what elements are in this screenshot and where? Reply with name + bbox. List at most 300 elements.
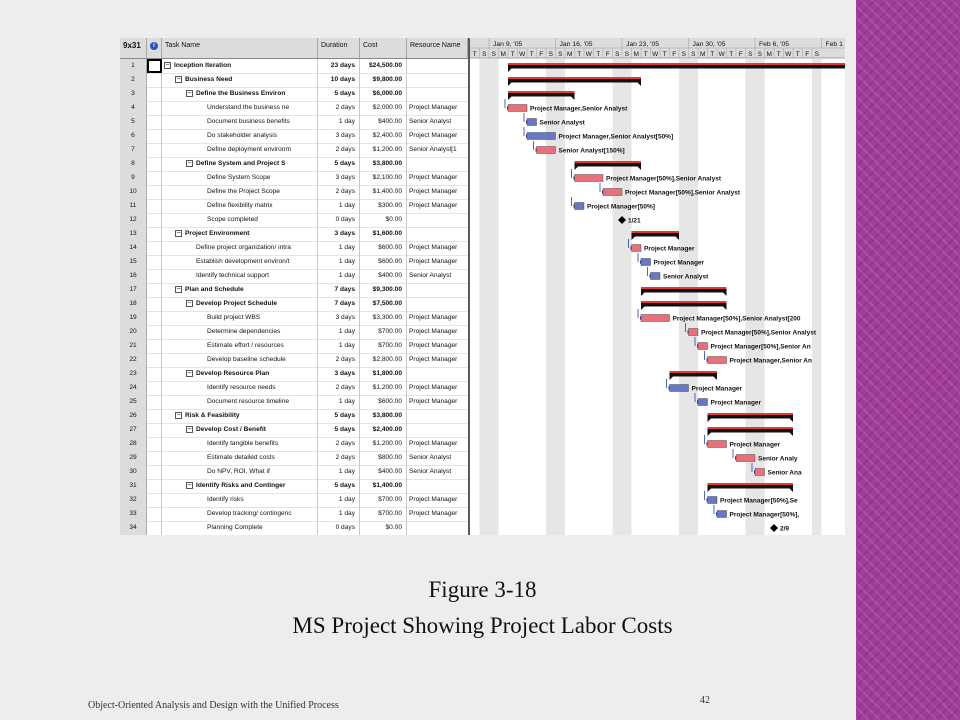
resource-names-cell[interactable]: Senior Analyst: [409, 468, 452, 475]
cost-cell[interactable]: $600.00: [360, 395, 407, 409]
task-bar[interactable]: [736, 455, 755, 462]
resource-names-cell[interactable]: Project Manager: [409, 496, 458, 503]
task-name-cell[interactable]: [162, 157, 318, 171]
row-indicator-cell[interactable]: [147, 297, 162, 311]
resource-names-cell[interactable]: [407, 409, 468, 423]
duration-cell[interactable]: 5 days: [318, 479, 360, 493]
cost-cell[interactable]: $700.00: [360, 325, 407, 339]
duration-cell[interactable]: 1 day: [318, 395, 360, 409]
task-name-cell[interactable]: [162, 283, 318, 297]
cost-cell[interactable]: $1,400.00: [360, 479, 407, 493]
collapse-toggle-icon[interactable]: −: [187, 159, 192, 167]
cost-cell[interactable]: $3,800.00: [360, 157, 407, 171]
task-bar[interactable]: [575, 175, 604, 182]
cost-cell[interactable]: $1,400.00: [360, 185, 407, 199]
task-row[interactable]: [120, 73, 468, 88]
task-bar[interactable]: [603, 189, 622, 196]
task-row[interactable]: [120, 283, 468, 298]
duration-cell[interactable]: 1 day: [318, 507, 360, 521]
resource-names-cell[interactable]: [407, 283, 468, 297]
duration-cell[interactable]: 5 days: [318, 87, 360, 101]
task-name-cell[interactable]: [162, 241, 318, 255]
task-name-cell[interactable]: [162, 171, 318, 185]
row-id[interactable]: 27: [120, 423, 147, 437]
row-id[interactable]: 1: [120, 59, 147, 73]
row-id[interactable]: 28: [120, 437, 147, 451]
task-name-cell[interactable]: [162, 493, 318, 507]
row-id[interactable]: 33: [120, 507, 147, 521]
row-id[interactable]: 30: [120, 465, 147, 479]
summary-bar[interactable]: [632, 233, 680, 237]
resource-names-column-header[interactable]: Resource Name: [407, 38, 468, 58]
row-id[interactable]: 4: [120, 101, 147, 115]
task-name-cell[interactable]: [162, 297, 318, 311]
task-bar[interactable]: [670, 385, 689, 392]
duration-cell[interactable]: 2 days: [318, 143, 360, 157]
row-indicator-cell[interactable]: [147, 521, 162, 535]
duration-cell[interactable]: 7 days: [318, 283, 360, 297]
summary-bar-start-cap: [708, 432, 712, 436]
resource-names-cell[interactable]: [407, 479, 468, 493]
resource-names-cell[interactable]: Project Manager: [409, 384, 458, 391]
duration-cell[interactable]: 1 day: [318, 255, 360, 269]
row-id[interactable]: 10: [120, 185, 147, 199]
row-indicator-cell[interactable]: [147, 451, 162, 465]
duration-cell[interactable]: 7 days: [318, 297, 360, 311]
task-grid-header: [120, 38, 468, 59]
cost-cell[interactable]: $3,800.00: [360, 409, 407, 423]
cost-cell[interactable]: $0.00: [360, 213, 407, 227]
collapse-toggle-icon[interactable]: −: [187, 369, 192, 377]
task-name-cell[interactable]: [162, 353, 318, 367]
task-row[interactable]: [120, 171, 468, 186]
row-indicator-cell[interactable]: [147, 227, 162, 241]
summary-bar[interactable]: [670, 373, 718, 377]
task-name-cell[interactable]: [162, 367, 318, 381]
task-row[interactable]: [120, 465, 468, 480]
row-indicator-cell[interactable]: [147, 59, 162, 73]
day-label: S: [615, 51, 620, 58]
row-indicator-cell[interactable]: [147, 101, 162, 115]
task-bar[interactable]: [717, 511, 727, 518]
task-name-cell[interactable]: [162, 395, 318, 409]
task-resource-label: Senior Ana: [767, 469, 802, 477]
row-id[interactable]: 29: [120, 451, 147, 465]
duration-cell[interactable]: 2 days: [318, 353, 360, 367]
task-row[interactable]: [120, 59, 468, 74]
cost-cell[interactable]: $2,100.00: [360, 171, 407, 185]
cost-cell[interactable]: $400.00: [360, 115, 407, 129]
row-id[interactable]: 13: [120, 227, 147, 241]
duration-cell[interactable]: 3 days: [318, 367, 360, 381]
task-name-cell[interactable]: [162, 521, 318, 535]
task-bar[interactable]: [537, 147, 556, 154]
cost-cell[interactable]: $9,800.00: [360, 73, 407, 87]
cost-cell[interactable]: $1,600.00: [360, 227, 407, 241]
cost-cell[interactable]: $9,300.00: [360, 283, 407, 297]
resource-names-cell[interactable]: Project Manager: [409, 132, 458, 139]
task-row[interactable]: [120, 409, 468, 424]
collapse-toggle-icon[interactable]: −: [176, 75, 181, 83]
row-id[interactable]: 17: [120, 283, 147, 297]
duration-cell[interactable]: 5 days: [318, 423, 360, 437]
resource-names-cell[interactable]: Project Manager: [409, 188, 458, 195]
cost-cell[interactable]: $700.00: [360, 493, 407, 507]
task-bar[interactable]: [527, 119, 537, 126]
task-name-cell[interactable]: [162, 339, 318, 353]
task-bar[interactable]: [708, 441, 727, 448]
task-name-cell[interactable]: [162, 255, 318, 269]
cost-cell[interactable]: $2,800.00: [360, 353, 407, 367]
resource-names-cell[interactable]: [407, 73, 468, 87]
resource-names-cell[interactable]: [407, 521, 468, 535]
summary-bar-end-cap: [637, 166, 641, 170]
duration-cell[interactable]: 1 day: [318, 325, 360, 339]
task-name-cell[interactable]: [162, 185, 318, 199]
duration-cell[interactable]: 2 days: [318, 101, 360, 115]
task-row[interactable]: [120, 353, 468, 368]
duration-cell[interactable]: 3 days: [318, 129, 360, 143]
resource-names-cell[interactable]: [407, 59, 468, 73]
row-indicator-cell[interactable]: [147, 507, 162, 521]
day-label: T: [596, 51, 601, 58]
row-id[interactable]: 12: [120, 213, 147, 227]
task-name-cell[interactable]: [162, 451, 318, 465]
row-id[interactable]: 15: [120, 255, 147, 269]
row-indicator-cell[interactable]: [147, 255, 162, 269]
cost-cell[interactable]: $400.00: [360, 465, 407, 479]
row-id[interactable]: 11: [120, 199, 147, 213]
task-row[interactable]: [120, 157, 468, 172]
row-id[interactable]: 16: [120, 269, 147, 283]
task-name-column-header[interactable]: Task Name: [162, 38, 318, 58]
collapse-toggle-icon[interactable]: −: [165, 61, 170, 69]
duration-cell[interactable]: 1 day: [318, 199, 360, 213]
resource-names-cell[interactable]: Project Manager: [409, 202, 458, 209]
task-name-cell[interactable]: [162, 73, 318, 87]
task-row[interactable]: [120, 227, 468, 242]
duration-cell[interactable]: 3 days: [318, 171, 360, 185]
task-row[interactable]: [120, 311, 468, 326]
cost-cell[interactable]: $6,000.00: [360, 87, 407, 101]
cost-cell[interactable]: $700.00: [360, 507, 407, 521]
task-row[interactable]: [120, 395, 468, 410]
duration-cell[interactable]: 5 days: [318, 157, 360, 171]
collapse-toggle-icon[interactable]: −: [176, 285, 181, 293]
task-row[interactable]: [120, 493, 468, 508]
row-indicator-cell[interactable]: [147, 339, 162, 353]
task-name: Business Need: [185, 76, 233, 83]
resource-names-cell[interactable]: [407, 87, 468, 101]
task-bar[interactable]: [698, 343, 708, 350]
task-name-cell[interactable]: [162, 381, 318, 395]
corner-cell[interactable]: 9x31: [120, 38, 147, 58]
task-name-cell[interactable]: [162, 227, 318, 241]
cost-cell[interactable]: $24,500.00: [360, 59, 407, 73]
task-name-cell[interactable]: [162, 115, 318, 129]
resource-names-cell[interactable]: Senior Analyst: [409, 454, 452, 461]
collapse-toggle-icon[interactable]: −: [176, 229, 181, 237]
task-name-cell[interactable]: [162, 507, 318, 521]
duration-cell[interactable]: 1 day: [318, 269, 360, 283]
row-indicator-cell[interactable]: [147, 241, 162, 255]
collapse-toggle-icon[interactable]: −: [187, 299, 192, 307]
cost-cell[interactable]: $1,200.00: [360, 381, 407, 395]
resource-names-cell[interactable]: Project Manager: [409, 244, 458, 251]
row-id[interactable]: 7: [120, 143, 147, 157]
row-id[interactable]: 18: [120, 297, 147, 311]
duration-cell[interactable]: 1 day: [318, 465, 360, 479]
summary-bar[interactable]: [708, 429, 794, 433]
cost-cell[interactable]: $700.00: [360, 339, 407, 353]
row-indicator-cell[interactable]: [147, 311, 162, 325]
row-indicator-cell[interactable]: [147, 199, 162, 213]
row-indicator-cell[interactable]: [147, 87, 162, 101]
task-row[interactable]: [120, 129, 468, 144]
row-id[interactable]: 5: [120, 115, 147, 129]
summary-bar[interactable]: [641, 303, 727, 307]
row-indicator-cell[interactable]: [147, 143, 162, 157]
summary-bar[interactable]: [508, 79, 641, 83]
collapse-toggle-icon[interactable]: −: [187, 89, 192, 97]
duration-cell[interactable]: 1 day: [318, 339, 360, 353]
duration-cell[interactable]: 10 days: [318, 73, 360, 87]
summary-bar[interactable]: [708, 415, 794, 419]
duration-cell[interactable]: 3 days: [318, 227, 360, 241]
duration-cell[interactable]: 23 days: [318, 59, 360, 73]
row-indicator-cell[interactable]: [147, 283, 162, 297]
duration-cell[interactable]: 1 day: [318, 493, 360, 507]
row-indicator-cell[interactable]: [147, 465, 162, 479]
collapse-toggle-icon[interactable]: −: [187, 425, 192, 433]
resource-names-cell[interactable]: Project Manager: [409, 104, 458, 111]
duration-cell[interactable]: 2 days: [318, 451, 360, 465]
task-row[interactable]: [120, 87, 468, 102]
task-bar[interactable]: [698, 399, 708, 406]
row-id[interactable]: 8: [120, 157, 147, 171]
task-row[interactable]: [120, 199, 468, 214]
task-name-cell[interactable]: [162, 269, 318, 283]
task-bar[interactable]: [689, 329, 699, 336]
resource-names-cell[interactable]: Senior Analyst: [409, 118, 452, 125]
row-id[interactable]: 22: [120, 353, 147, 367]
row-indicator-cell[interactable]: [147, 437, 162, 451]
day-label: F: [738, 51, 743, 58]
row-indicator-cell[interactable]: [147, 157, 162, 171]
task-row[interactable]: [120, 423, 468, 438]
row-id[interactable]: 20: [120, 325, 147, 339]
task-name-cell[interactable]: [162, 409, 318, 423]
row-indicator-cell[interactable]: [147, 115, 162, 129]
summary-bar[interactable]: [508, 93, 575, 97]
duration-column-header[interactable]: Duration: [318, 38, 360, 58]
resource-names-cell[interactable]: Project Manager: [409, 174, 458, 181]
task-row[interactable]: [120, 213, 468, 228]
task-row[interactable]: [120, 269, 468, 284]
row-id[interactable]: 14: [120, 241, 147, 255]
row-indicator-cell[interactable]: [147, 493, 162, 507]
resource-names-cell[interactable]: Senior Analyst[1: [409, 146, 457, 153]
task-row[interactable]: [120, 521, 468, 535]
task-row[interactable]: [120, 185, 468, 200]
summary-bar[interactable]: [508, 65, 845, 69]
task-bar[interactable]: [651, 273, 661, 280]
duration-cell[interactable]: 0 days: [318, 213, 360, 227]
cost-cell[interactable]: $1,800.00: [360, 367, 407, 381]
task-row[interactable]: [120, 255, 468, 270]
task-name-cell[interactable]: [162, 129, 318, 143]
task-bar[interactable]: [508, 105, 527, 112]
task-row[interactable]: [120, 101, 468, 116]
resource-names-cell[interactable]: [407, 227, 468, 241]
row-indicator-cell[interactable]: [147, 367, 162, 381]
task-row[interactable]: [120, 115, 468, 130]
collapse-toggle-icon[interactable]: −: [187, 481, 192, 489]
collapse-toggle-icon[interactable]: −: [176, 411, 181, 419]
resource-names-cell[interactable]: [407, 423, 468, 437]
cost-cell[interactable]: $2,000.00: [360, 101, 407, 115]
row-id[interactable]: 3: [120, 87, 147, 101]
task-name-cell[interactable]: [162, 325, 318, 339]
row-indicator-cell[interactable]: [147, 479, 162, 493]
cost-cell[interactable]: $400.00: [360, 269, 407, 283]
task-bar[interactable]: [708, 357, 727, 364]
row-id[interactable]: 6: [120, 129, 147, 143]
cost-cell[interactable]: $600.00: [360, 255, 407, 269]
task-bar[interactable]: [575, 203, 585, 210]
resource-names-cell[interactable]: Project Manager: [409, 328, 458, 335]
row-id[interactable]: 24: [120, 381, 147, 395]
task-row[interactable]: [120, 297, 468, 312]
row-indicator-cell[interactable]: [147, 325, 162, 339]
duration-cell[interactable]: 0 days: [318, 521, 360, 535]
duration-cell[interactable]: 2 days: [318, 185, 360, 199]
resource-names-cell[interactable]: Project Manager: [409, 258, 458, 265]
task-bar[interactable]: [632, 245, 642, 252]
task-row[interactable]: [120, 367, 468, 382]
duration-cell[interactable]: 2 days: [318, 381, 360, 395]
task-name-cell[interactable]: [162, 465, 318, 479]
task-name: Scope completed: [207, 216, 258, 223]
task-name-cell[interactable]: [162, 437, 318, 451]
resource-names-cell[interactable]: [407, 297, 468, 311]
resource-names-cell[interactable]: Project Manager: [409, 440, 458, 447]
task-bar[interactable]: [527, 133, 556, 140]
cost-cell[interactable]: $0.00: [360, 521, 407, 535]
row-indicator-cell[interactable]: [147, 395, 162, 409]
row-id[interactable]: 19: [120, 311, 147, 325]
task-name-cell[interactable]: [162, 59, 318, 73]
row-id[interactable]: 23: [120, 367, 147, 381]
task-row[interactable]: [120, 241, 468, 256]
milestone-diamond[interactable]: [770, 524, 778, 532]
task-bar[interactable]: [755, 469, 765, 476]
summary-bar[interactable]: [708, 485, 794, 489]
task-row[interactable]: [120, 143, 468, 158]
cost-cell[interactable]: $1,200.00: [360, 143, 407, 157]
cost-cell[interactable]: $300.00: [360, 199, 407, 213]
cost-cell[interactable]: $1,200.00: [360, 437, 407, 451]
row-id[interactable]: 31: [120, 479, 147, 493]
row-indicator-cell[interactable]: [147, 423, 162, 437]
task-name-cell[interactable]: [162, 101, 318, 115]
task-row[interactable]: [120, 479, 468, 494]
row-indicator-cell[interactable]: [147, 129, 162, 143]
cost-cell[interactable]: $600.00: [360, 241, 407, 255]
day-label: M: [700, 51, 706, 58]
task-row[interactable]: [120, 507, 468, 522]
task-row[interactable]: [120, 339, 468, 354]
task-row[interactable]: [120, 437, 468, 452]
task-bar[interactable]: [708, 497, 718, 504]
task-row[interactable]: [120, 381, 468, 396]
duration-cell[interactable]: 1 day: [318, 115, 360, 129]
task-name-cell[interactable]: [162, 479, 318, 493]
row-indicator-cell[interactable]: [147, 171, 162, 185]
row-id[interactable]: 25: [120, 395, 147, 409]
task-bar[interactable]: [641, 259, 651, 266]
resource-names-cell[interactable]: Project Manager: [409, 356, 458, 363]
summary-bar[interactable]: [575, 163, 642, 167]
task-bar[interactable]: [641, 315, 670, 322]
row-indicator-cell[interactable]: [147, 185, 162, 199]
row-indicator-cell[interactable]: [147, 381, 162, 395]
row-id[interactable]: 26: [120, 409, 147, 423]
row-id[interactable]: 32: [120, 493, 147, 507]
indicators-column-header[interactable]: [147, 38, 162, 58]
resource-names-cell[interactable]: [407, 213, 468, 227]
resource-names-cell[interactable]: Project Manager: [409, 398, 458, 405]
cost-cell[interactable]: $3,300.00: [360, 311, 407, 325]
task-name-cell[interactable]: [162, 199, 318, 213]
row-indicator-cell[interactable]: [147, 269, 162, 283]
cost-cell[interactable]: $2,400.00: [360, 129, 407, 143]
task-name-cell[interactable]: [162, 213, 318, 227]
task-name-cell[interactable]: [162, 143, 318, 157]
duration-cell[interactable]: 1 day: [318, 241, 360, 255]
duration-cell[interactable]: 3 days: [318, 311, 360, 325]
resource-names-cell[interactable]: Project Manager: [409, 314, 458, 321]
duration-cell[interactable]: 2 days: [318, 437, 360, 451]
cost-cell[interactable]: $7,500.00: [360, 297, 407, 311]
summary-bar[interactable]: [641, 289, 727, 293]
cost-column-header[interactable]: Cost: [360, 38, 407, 58]
task-name-cell[interactable]: [162, 423, 318, 437]
task-row[interactable]: [120, 325, 468, 340]
row-indicator-cell[interactable]: [147, 353, 162, 367]
row-id[interactable]: 9: [120, 171, 147, 185]
row-id[interactable]: 2: [120, 73, 147, 87]
resource-names-cell[interactable]: Senior Analyst: [409, 272, 452, 279]
resource-names-cell[interactable]: Project Manager: [409, 342, 458, 349]
row-id[interactable]: 34: [120, 521, 147, 535]
row-indicator-cell[interactable]: [147, 213, 162, 227]
row-indicator-cell[interactable]: [147, 73, 162, 87]
day-label: T: [729, 51, 734, 58]
task-name-cell[interactable]: [162, 87, 318, 101]
resource-names-cell[interactable]: [407, 367, 468, 381]
resource-names-cell[interactable]: [407, 157, 468, 171]
duration-cell[interactable]: 5 days: [318, 409, 360, 423]
cost-cell[interactable]: $2,400.00: [360, 423, 407, 437]
row-id[interactable]: 21: [120, 339, 147, 353]
row-indicator-cell[interactable]: [147, 409, 162, 423]
summary-critical-line: [641, 301, 727, 303]
task-row[interactable]: [120, 451, 468, 466]
resource-names-cell[interactable]: Project Manager: [409, 510, 458, 517]
cost-cell[interactable]: $800.00: [360, 451, 407, 465]
task-name-cell[interactable]: [162, 311, 318, 325]
